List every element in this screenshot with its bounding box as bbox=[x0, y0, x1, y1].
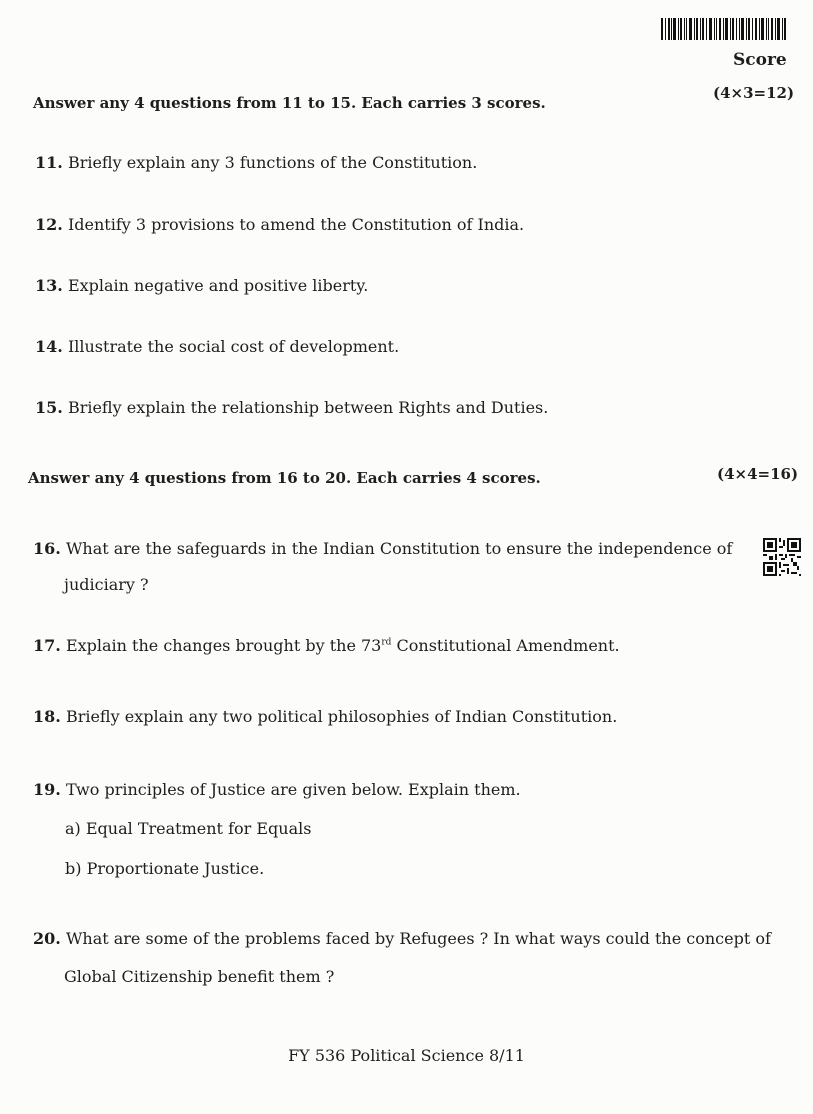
question-number: 15. bbox=[35, 398, 63, 417]
option-text: Proportionate Justice. bbox=[86, 859, 265, 878]
question-text: Briefly explain any 3 functions of the Constitution. bbox=[67, 153, 478, 172]
question-12 bbox=[35, 215, 524, 234]
question-text: Identify 3 provisions to amend the Constitution of India. bbox=[67, 215, 525, 234]
section-1-instruction: Answer any 4 questions from 11 to 15. Each carries 3 scores. bbox=[33, 94, 546, 112]
option-label: b) bbox=[65, 859, 82, 878]
question-text: What are the safeguards in the Indian Constitution to ensure the independence of bbox=[65, 539, 733, 558]
qr-code-icon bbox=[763, 538, 801, 576]
question-17 bbox=[33, 636, 620, 655]
question-number: 11. bbox=[35, 153, 63, 172]
question-number: 14. bbox=[35, 337, 63, 356]
option-a bbox=[65, 819, 311, 838]
question-text bbox=[66, 636, 620, 655]
question-20 bbox=[33, 929, 771, 948]
question-number: 13. bbox=[35, 276, 63, 295]
question-text: Explain negative and positive liberty. bbox=[67, 276, 369, 295]
question-text: What are some of the problems faced by Refugees ? In what ways could the concept of bbox=[65, 929, 771, 948]
question-16-continued: judiciary ? bbox=[64, 575, 149, 594]
question-number: 18. bbox=[33, 707, 61, 726]
question-15 bbox=[35, 398, 548, 417]
ordinal-suffix: rd bbox=[381, 637, 392, 648]
barcode-icon bbox=[661, 18, 786, 40]
question-13 bbox=[35, 276, 368, 295]
option-b bbox=[65, 859, 264, 878]
question-number: 19. bbox=[33, 780, 61, 799]
question-number: 12. bbox=[35, 215, 63, 234]
question-18 bbox=[33, 707, 617, 726]
page-footer: FY 536 Political Science 8/11 bbox=[288, 1046, 525, 1065]
question-text: Briefly explain any two political philosophies of Indian Constitution. bbox=[65, 707, 618, 726]
question-19 bbox=[33, 780, 521, 799]
section-2-instruction: Answer any 4 questions from 16 to 20. Each carries 4 scores. bbox=[28, 469, 541, 487]
question-number: 20. bbox=[33, 929, 61, 948]
option-text: Equal Treatment for Equals bbox=[85, 819, 312, 838]
score-label: Score bbox=[733, 50, 787, 70]
question-text-after: Constitutional Amendment. bbox=[391, 636, 620, 655]
section-2-marks: (4×4=16) bbox=[717, 465, 799, 483]
question-text: Illustrate the social cost of development. bbox=[67, 337, 400, 356]
question-text-before: Explain the changes brought by the 73 bbox=[65, 636, 382, 655]
question-11 bbox=[35, 153, 477, 172]
question-text: Briefly explain the relationship between Rights and Duties. bbox=[67, 398, 549, 417]
question-14 bbox=[35, 337, 399, 356]
section-1-marks: (4×3=12) bbox=[713, 84, 795, 102]
question-number: 16. bbox=[33, 539, 61, 558]
question-16 bbox=[33, 539, 732, 558]
option-label: a) bbox=[65, 819, 81, 838]
question-20-continued: Global Citizenship benefit them ? bbox=[64, 967, 335, 986]
question-number: 17. bbox=[33, 636, 61, 655]
question-text: Two principles of Justice are given below. Explain them. bbox=[65, 780, 521, 799]
